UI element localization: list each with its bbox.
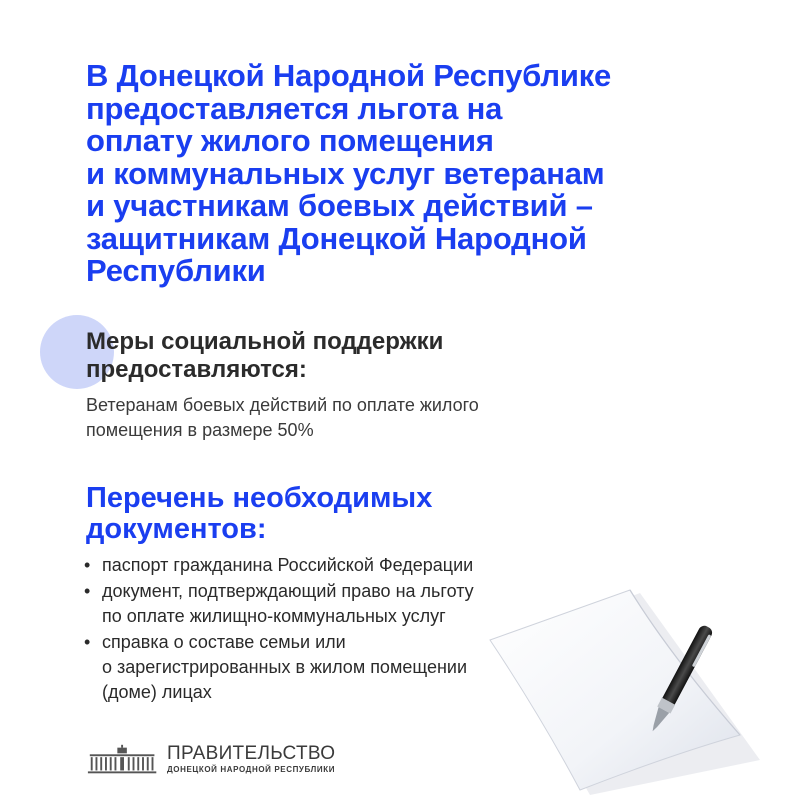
measures-title: [86, 328, 706, 384]
documents-title-line: Перечень необходимых: [86, 482, 433, 514]
list-item-text: (доме) лицах: [102, 682, 212, 702]
headline-line: и участникам боевых действий –: [86, 188, 593, 223]
list-item: [82, 553, 642, 578]
org-subtitle: ДОНЕЦКОЙ НАРОДНОЙ РЕСПУБЛИКИ: [167, 765, 336, 774]
bullet-icon: •: [84, 581, 91, 601]
list-item-text: справка о составе семьи или: [102, 632, 346, 652]
measures-title-line: предоставляются:: [86, 356, 307, 383]
org-title: ПРАВИТЕЛЬСТВО: [167, 743, 336, 764]
measures-text-line: Ветеранам боевых действий по оплате жилого: [86, 395, 479, 415]
measures-text-line: помещения в размере 50%: [86, 420, 314, 440]
paper-and-pen-icon: [470, 585, 770, 795]
headline-line: и коммунальных услуг ветеранам: [86, 155, 605, 191]
headline-line: предоставляется льгота на: [86, 90, 503, 126]
list-item-text: паспорт гражданина Российской Федерации: [102, 555, 474, 575]
list-item-text: документ, подтверждающий право на льготу: [102, 581, 474, 601]
headline: [86, 60, 726, 288]
government-building-icon: [86, 744, 162, 776]
headline-line: В Донецкой Народной Республике: [86, 58, 612, 93]
headline-line: оплату жилого помещения: [86, 123, 494, 158]
bullet-icon: •: [84, 632, 91, 652]
bullet-icon: •: [84, 555, 91, 575]
documents-title: [86, 483, 706, 545]
list-item-text: по оплате жилищно-коммунальных услуг: [102, 606, 446, 626]
measures-text: [86, 393, 706, 443]
headline-line: защитникам Донецкой Народной: [86, 220, 587, 256]
list-item-text: о зарегистрированных в жилом помещении: [102, 657, 468, 677]
headline-line: Республики: [86, 253, 266, 288]
measures-title-line: Меры социальной поддержки: [86, 328, 444, 355]
documents-title-line: документов:: [86, 513, 267, 545]
